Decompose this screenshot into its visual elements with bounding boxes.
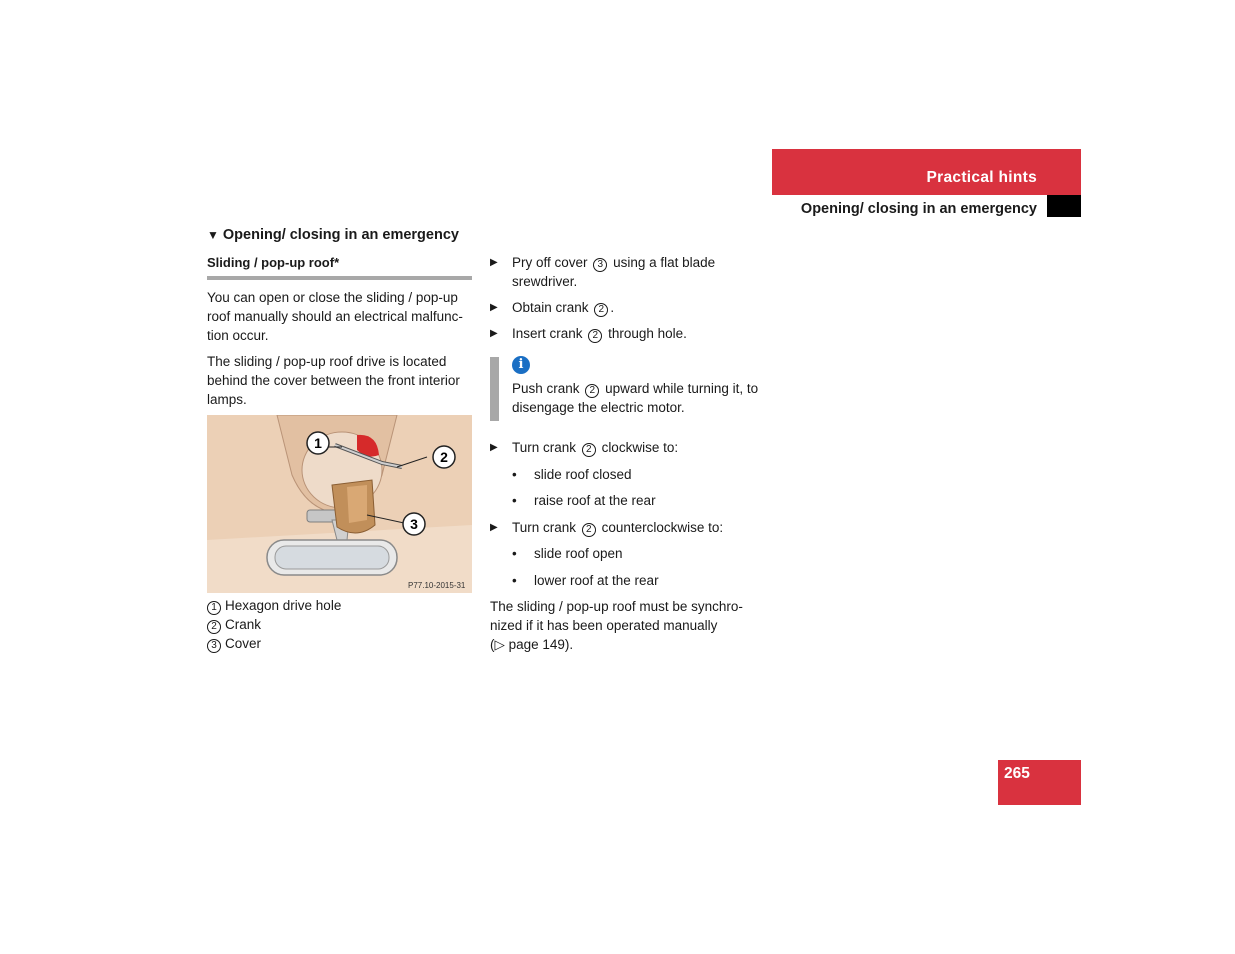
step-obtain-crank: ▶ Obtain crank 2 . xyxy=(490,300,615,315)
info-note: Push crank 2 upward while turning it, to disengage the electric motor. xyxy=(512,381,759,415)
callout-3 xyxy=(403,513,425,535)
legend-item: 2 Crank xyxy=(207,615,472,634)
bullet-icon: • xyxy=(512,493,517,508)
svg-text:2: 2 xyxy=(440,449,448,465)
figure-code: P77.10-2015-31 xyxy=(408,581,466,590)
page-subtitle: Opening/ closing in an emergency xyxy=(800,201,1037,217)
page-number: 265 xyxy=(1004,765,1030,782)
legend-item: 3 Cover xyxy=(207,634,472,653)
page-reference-link[interactable]: (▷ page 149). xyxy=(490,637,574,652)
step-insert-crank: ▶ Insert crank 2 through hole. xyxy=(490,326,687,341)
closing-paragraph: The sliding / pop-up roof must be synchro-nized if it has been operated manually (▷ page 149). xyxy=(490,599,743,652)
info-sidebar xyxy=(490,357,499,421)
step-turn-counterclockwise: ▶ Turn crank 2 counterclockwise to: xyxy=(490,520,724,535)
step-turn-clockwise: ▶ Turn crank 2 clockwise to: xyxy=(490,440,679,455)
list-item: • slide roof open xyxy=(512,546,623,561)
arrow-right-icon: ▶ xyxy=(490,302,498,313)
roof-crank-illustration xyxy=(207,415,472,593)
list-item: • slide roof closed xyxy=(512,467,632,482)
bullet-icon: • xyxy=(512,467,517,482)
figure-legend xyxy=(207,596,472,653)
thumb-tab xyxy=(1047,195,1081,217)
subheading: Sliding / pop-up roof* xyxy=(207,253,472,280)
info-icon: i xyxy=(512,356,530,374)
location-paragraph: The sliding / pop-up roof drive is located behind the cover between the front interior lamps. xyxy=(207,354,460,407)
svg-text:3: 3 xyxy=(410,516,418,532)
bullet-icon: • xyxy=(512,546,517,561)
arrow-right-icon: ▶ xyxy=(490,522,498,533)
callout-1 xyxy=(307,432,329,454)
bullet-icon: • xyxy=(512,573,517,588)
arrow-right-icon: ▶ xyxy=(490,328,498,339)
step-pry-cover: ▶ Pry off cover 3 using a flat blade srewdriver. xyxy=(490,255,716,289)
intro-paragraph: You can open or close the sliding / pop-up roof manually should an electrical malfunc-tion occur. xyxy=(207,290,463,343)
triangle-down-icon: ▼ xyxy=(207,228,219,242)
chapter-title: Practical hints xyxy=(926,169,1037,186)
list-item: • lower roof at the rear xyxy=(512,573,659,588)
arrow-right-icon: ▶ xyxy=(490,257,498,268)
section-title: ▼ Opening/ closing in an emergency xyxy=(207,227,459,243)
legend-item: 1 Hexagon drive hole xyxy=(207,596,472,615)
list-item: • raise roof at the rear xyxy=(512,493,656,508)
svg-text:1: 1 xyxy=(314,435,322,451)
callout-2 xyxy=(433,446,455,468)
arrow-right-icon: ▶ xyxy=(490,442,498,453)
